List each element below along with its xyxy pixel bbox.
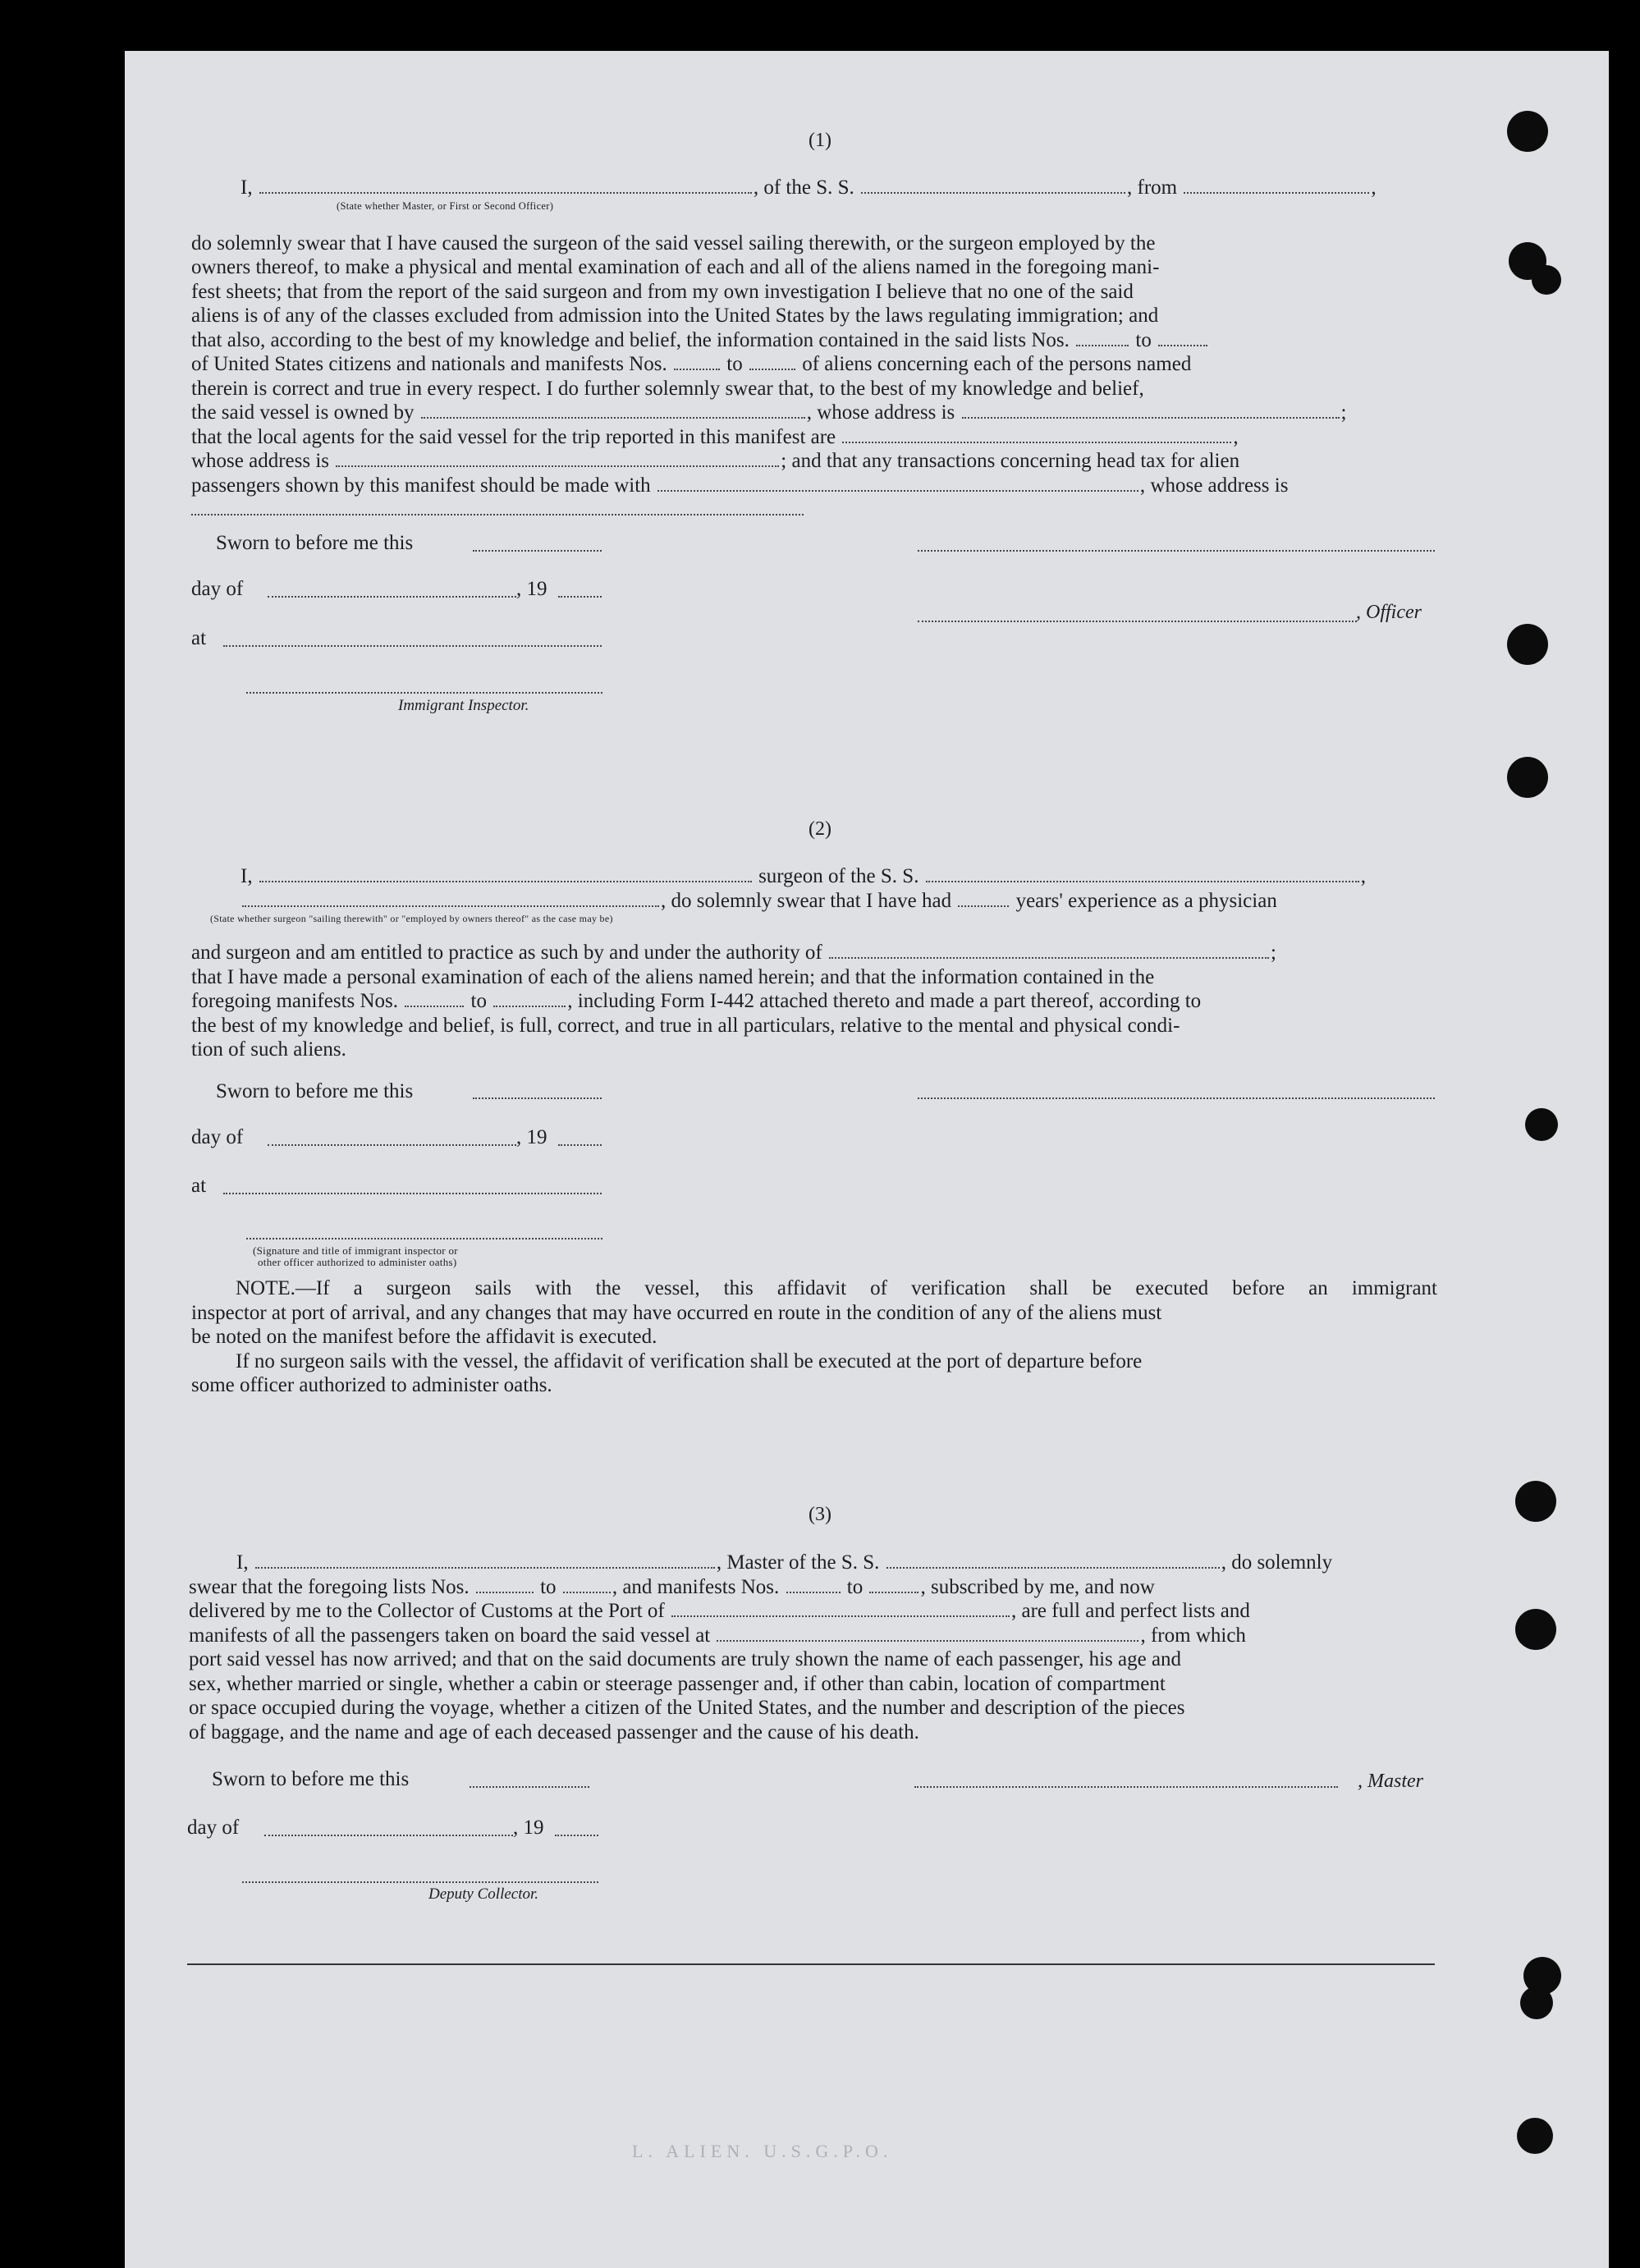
lists-from-field[interactable] xyxy=(1076,330,1129,346)
administering-officer-line[interactable] xyxy=(246,1238,602,1239)
officer-label: , Officer xyxy=(1356,602,1422,623)
officer-rank-note: (State whether Master, or First or Second Officer) xyxy=(337,200,554,212)
oath-line-owner: the said vessel is owned by , whose address is ; xyxy=(191,401,1347,424)
at-label-2: at xyxy=(191,1175,207,1197)
manifests-to-field[interactable] xyxy=(749,354,795,370)
year-field-3[interactable] xyxy=(555,1835,598,1836)
at-field-1[interactable] xyxy=(223,645,602,647)
section-1-number: (1) xyxy=(809,130,831,151)
surgeon-name-field[interactable] xyxy=(259,866,752,882)
surgeon-signature-line[interactable] xyxy=(918,1097,1435,1099)
master-lists-to-field[interactable] xyxy=(563,1577,611,1593)
year-field-1[interactable] xyxy=(558,596,602,598)
signature-note-2: other officer authorized to administer oaths) xyxy=(258,1256,457,1268)
surgeon-status-note: (State whether surgeon "sailing therewith" or "employed by owners thereof" as the case may be) xyxy=(210,913,613,924)
experience-years-field[interactable] xyxy=(958,891,1009,907)
vessel-name-field[interactable] xyxy=(861,177,1125,194)
master-name-field[interactable] xyxy=(255,1552,715,1569)
surgeon-note: NOTE.—If a surgeon sails with the vessel, this affidavit of verification shall be executed before an immigrant inspector at port of arrival, and any changes that may have occurred en route in the condition of any of the aliens must be noted on the manifest before the affidavit is executed. If no surgeon sails with the vessel, the affidavit of verification shall be executed at the port of departure before some officer authorized to administer oaths. xyxy=(191,1277,1437,1396)
faint-footer-text: L. ALIEN. U.S.G.P.O. xyxy=(632,2141,893,2161)
punch-hole-9 xyxy=(1520,1986,1553,2019)
punch-hole-10 xyxy=(1517,2118,1553,2154)
punch-hole-4 xyxy=(1507,757,1548,798)
day-of-label-2: day of xyxy=(191,1126,244,1148)
oath-line-agents: that the local agents for the said vessel for the trip reported in this manifest are , xyxy=(191,425,1239,448)
oath-line-headtax: passengers shown by this manifest should be made with , whose address is xyxy=(191,474,1289,497)
collector-label: Deputy Collector. xyxy=(428,1885,539,1903)
master-lists-from-field[interactable] xyxy=(476,1577,534,1593)
owner-field[interactable] xyxy=(421,402,805,419)
at-field-2[interactable] xyxy=(223,1193,602,1194)
section-2-oath: I, surgeon of the S. S. , , do solemnly swear that I have had years' experience as a physician and surgeon and am entitled to practice as such by and under the authority of ; that I have made a personal examination of each of the aliens named herein; and that the information contained in the foregoing manifests Nos. to , including Form I-442 attached thereto and made a part thereof, according to the best of my knowledge and belief, is full, correct, and true in all particulars, relative to the mental and physical condi- tion of such aliens. xyxy=(191,864,1437,1062)
sworn-text-2: Sworn to before me this xyxy=(216,1080,414,1102)
headtax-contact-field[interactable] xyxy=(657,475,1138,492)
departure-port-field[interactable] xyxy=(1184,177,1369,194)
oath-line-agent-address: whose address is ; and that any transactions concerning head tax for alien xyxy=(191,450,1240,472)
section-2-number: (2) xyxy=(809,818,831,840)
sworn-text-1: Sworn to before me this xyxy=(216,532,414,554)
punch-hole-2b xyxy=(1532,265,1561,295)
surgeon-status-field[interactable] xyxy=(242,891,659,907)
oath-line-lists: that also, according to the best of my knowledge and belief, the information contained in the said lists Nos. to xyxy=(191,328,1437,353)
master-line-4: manifests of all the passengers taken on board the said vessel at , from which xyxy=(189,1624,1246,1647)
headtax-address-field[interactable] xyxy=(191,499,804,515)
punch-hole-5 xyxy=(1525,1108,1558,1141)
surgeon-line-1: I, surgeon of the S. S. , xyxy=(241,865,1366,887)
punch-hole-3 xyxy=(1507,624,1548,665)
day-of-field-1[interactable] xyxy=(268,596,516,598)
master-manifests-to-field[interactable] xyxy=(869,1577,918,1593)
agents-field[interactable] xyxy=(842,427,1231,443)
surgeon-manifests-from-field[interactable] xyxy=(405,991,464,1007)
master-signature-line[interactable] xyxy=(914,1786,1338,1788)
master-manifests-from-field[interactable] xyxy=(786,1577,841,1593)
punch-hole-7 xyxy=(1515,1609,1556,1650)
officer-name-field[interactable] xyxy=(259,177,752,194)
master-line-3: delivered by me to the Collector of Customs at the Port of , are full and perfect lists and xyxy=(189,1600,1250,1622)
surgeon-line-3: and surgeon and am entitled to practice as such by and under the authority of ; xyxy=(191,942,1276,964)
day-of-field-3[interactable] xyxy=(264,1835,513,1836)
boarding-port-field[interactable] xyxy=(717,1625,1138,1642)
surgeon-line-2: , do solemnly swear that I have had years' experience as a physician xyxy=(191,889,1437,914)
sworn-date-field-3[interactable] xyxy=(470,1786,589,1788)
day-of-field-2[interactable] xyxy=(268,1144,516,1146)
manifests-from-field[interactable] xyxy=(674,354,720,370)
surgeon-line-manifests: foregoing manifests Nos. to , including Form I-442 attached thereto and made a part thereof, according to xyxy=(191,990,1202,1012)
note-line-4: If no surgeon sails with the vessel, the affidavit of verification shall be executed at the port of departure before xyxy=(236,1349,1143,1372)
sworn-date-field-2[interactable] xyxy=(473,1097,602,1099)
master-line-1: I, , Master of the S. S. , do solemnly xyxy=(236,1551,1333,1574)
day-of-label-1: day of xyxy=(191,578,244,600)
bottom-rule xyxy=(187,1963,1435,1965)
master-line-2: swear that the foregoing lists Nos. to , and manifests Nos. to , subscribed by me, and now xyxy=(189,1575,1155,1598)
section-3-oath: I, , Master of the S. S. , do solemnly swear that the foregoing lists Nos. to , and manifests Nos. to , subscribed by me, and now delivered by me to the Collector of Customs at the Port of , are full and perfect lists and manifests of all the passengers taken on board the said vessel at , from which port said vessel has now arrived; and that on the said documents are truly shown the name of each passenger, his age and sex, whether married or single, whether a cabin or steerage passenger and, if other than cabin, location of compartment or space occupied during the voyage, whether a citizen of the United States, and the number and description of the pieces of baggage, and the name and age of each deceased passenger and the cause of his death. xyxy=(189,1551,1436,1744)
collector-port-field[interactable] xyxy=(671,1601,1010,1617)
authority-field[interactable] xyxy=(829,942,1269,959)
master-vessel-field[interactable] xyxy=(886,1552,1220,1569)
collector-signature-line[interactable] xyxy=(242,1881,598,1883)
agent-address-field[interactable] xyxy=(336,451,779,467)
surgeon-manifests-to-field[interactable] xyxy=(493,991,566,1007)
inspector-signature-line[interactable] xyxy=(246,692,602,694)
section-1-oath: I, , of the S. S. , from , do solemnly swear that I have caused the surgeon of the said vessel sailing therewith, or the surgeon employed by the owners thereof, to make a physical and mental examination of each and all of the aliens named in the foregoing mani- fest sheets; that from the report of the said surgeon and from my own investigation I believe that no one of the said aliens is of any of the classes excluded from admission into the United States by the laws regulating immigration; and that also, according to the best of my knowledge and belief, the information contained in the said lists Nos. to of United States citizens and nationals and manifests Nos. to of aliens concerning each of the persons named therein is correct and true in every respect. I do further solemnly swear that, to the best of my knowledge and belief, the said vessel is owned by , whose address is ; that the local agents for the said vessel for the trip reported in this manifest are , whose address is ; and that any transactions concerning head tax for alien passengers shown by this manifest should be made with , whose address is xyxy=(191,176,1437,522)
oath-line-1: I, , of the S. S. , from , xyxy=(241,176,1377,199)
year-field-2[interactable] xyxy=(558,1144,602,1146)
note-line-1: NOTE.—If a surgeon sails with the vessel, this affidavit of verification shall be executed before an immigrant xyxy=(236,1277,1437,1299)
sworn-date-field-1[interactable] xyxy=(473,550,602,552)
year-label-1: , 19 xyxy=(516,578,547,600)
officer-signature-line[interactable] xyxy=(918,550,1435,552)
at-label-1: at xyxy=(191,627,207,649)
year-label-2: , 19 xyxy=(516,1126,547,1148)
officer-title-line[interactable] xyxy=(918,621,1357,622)
day-of-label-3: day of xyxy=(187,1817,240,1839)
owner-address-field[interactable] xyxy=(962,402,1340,419)
master-label: , Master xyxy=(1358,1771,1423,1792)
sworn-text-3: Sworn to before me this xyxy=(212,1768,410,1790)
lists-to-field[interactable] xyxy=(1158,330,1207,346)
section-3-number: (3) xyxy=(809,1504,831,1525)
inspector-label: Immigrant Inspector. xyxy=(398,697,529,714)
oath-line-manifests: of United States citizens and nationals and manifests Nos. to of aliens concerning each of the persons named xyxy=(191,353,1192,375)
oath-line-headtax-address xyxy=(191,497,1437,522)
year-label-3: , 19 xyxy=(513,1817,544,1839)
signature-note-1: (Signature and title of immigrant inspector or xyxy=(253,1244,458,1257)
surgeon-vessel-field[interactable] xyxy=(926,866,1359,882)
